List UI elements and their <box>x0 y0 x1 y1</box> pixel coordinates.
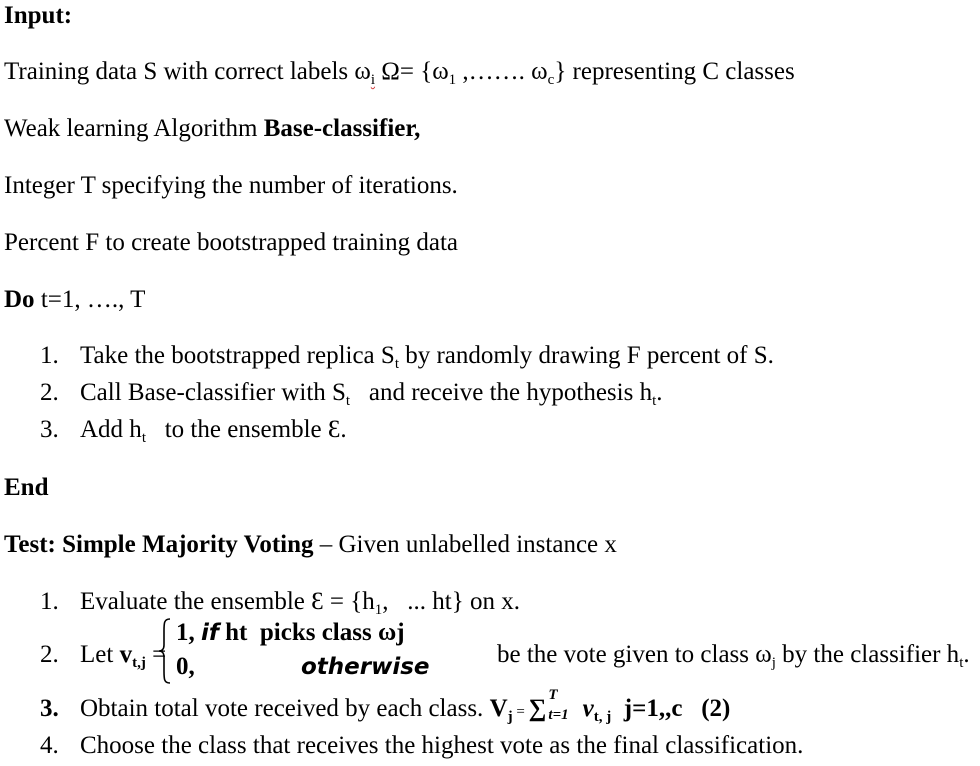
test-step-3 <box>80 687 731 727</box>
base-classifier-text: Base-classifier, <box>263 115 421 142</box>
step-text: , ... ht} on x. <box>382 588 520 615</box>
test-step-2-number: 2. <box>40 641 59 668</box>
sum-limits <box>546 687 576 724</box>
weak-learning-line <box>4 114 420 144</box>
omega-text: Ω= {ω <box>375 58 449 85</box>
sum-symbol: ∑ <box>528 695 547 722</box>
do-step-1-number: 1. <box>40 342 59 369</box>
index-range: j=1,,c <box>611 695 683 722</box>
case-one-value: 1, <box>176 619 201 646</box>
sum-lower-limit: t=1 <box>548 707 569 723</box>
step-text: Add h <box>80 416 142 443</box>
test-step-1 <box>80 587 520 617</box>
let-text: Let <box>80 641 120 668</box>
do-range: t=1, …., T <box>34 286 146 313</box>
desc-text: be the vote given to class ω <box>497 641 772 668</box>
otherwise-keyword: otherwise <box>301 654 430 680</box>
sub-t: t <box>959 655 964 671</box>
ellipsis-text: ,……. ω <box>456 58 548 85</box>
do-step-2 <box>80 378 663 408</box>
total-vote-symbol: V <box>489 695 508 722</box>
do-step-3 <box>80 415 347 445</box>
do-line <box>4 285 145 315</box>
test-description: – Given unlabelled instance x <box>313 531 617 558</box>
test-line <box>4 530 617 560</box>
step-text: Call Base-classifier with S <box>80 379 346 406</box>
desc-text: by the classifier h <box>775 641 960 668</box>
step-text: by randomly drawing F percent of S. <box>398 342 774 369</box>
vote-description <box>497 640 970 670</box>
piecewise-definition <box>158 617 458 687</box>
equals-sign: = <box>512 704 529 720</box>
sub-i: i <box>370 72 376 88</box>
sub-j: j <box>507 709 513 725</box>
end-heading: End <box>4 474 49 501</box>
do-keyword: Do <box>4 286 35 313</box>
do-step-1 <box>80 341 774 371</box>
sub-j: j <box>771 655 776 671</box>
test-heading: Test: Simple Majority Voting <box>4 531 314 558</box>
test-step-2-lhs <box>80 640 166 670</box>
equation-number: (2) <box>682 695 731 722</box>
sub-t: t <box>394 356 399 372</box>
sub-tj: t, j <box>593 709 612 725</box>
case-one <box>176 617 405 649</box>
do-step-2-number: 2. <box>40 379 59 406</box>
classes-text: } representing C classes <box>554 58 795 85</box>
training-text: Training data S with correct labels ω <box>4 58 371 85</box>
case-one-condition: ht picks class ωj <box>218 619 405 646</box>
step-text: Obtain total vote received by each class. <box>80 695 490 722</box>
sub-t: t <box>345 393 351 409</box>
weak-text: Weak learning Algorithm <box>4 115 264 142</box>
equals-sign: = <box>145 641 167 668</box>
test-step-1-number: 1. <box>40 588 59 615</box>
step-text: Evaluate the ensemble Ɛ = {h <box>80 588 375 615</box>
test-step-4: Choose the class that receives the highest vote as the final classification. <box>80 732 804 759</box>
v-symbol: v <box>576 695 594 722</box>
input-heading: Input: <box>4 2 73 29</box>
if-keyword: if <box>201 620 219 646</box>
training-data-line <box>4 57 795 87</box>
step-text: and receive the hypothesis h <box>350 379 653 406</box>
integer-line: Integer T specifying the number of iterations. <box>4 172 458 199</box>
sub-t: t <box>141 430 146 446</box>
sub-c: c <box>547 72 555 88</box>
desc-text: . <box>963 641 970 668</box>
step-text: . <box>656 379 663 406</box>
do-step-3-number: 3. <box>40 416 59 443</box>
sub-tj: t,j <box>132 655 146 671</box>
sum-upper-limit: T <box>548 687 558 703</box>
step-text: Take the bootstrapped replica S <box>80 342 395 369</box>
step-text: to the ensemble Ɛ. <box>145 416 347 443</box>
test-step-3-number: 3. <box>40 695 59 722</box>
test-step-4-number: 4. <box>40 732 59 759</box>
case-two-value: 0, <box>176 653 195 680</box>
left-brace-icon <box>158 617 172 685</box>
percent-line: Percent F to create bootstrapped training data <box>4 229 459 256</box>
case-two <box>176 651 430 683</box>
sub-1: 1 <box>448 72 457 88</box>
sub-t: t <box>652 393 657 409</box>
v-symbol: v <box>119 641 133 668</box>
sub-1: 1 <box>374 602 383 618</box>
